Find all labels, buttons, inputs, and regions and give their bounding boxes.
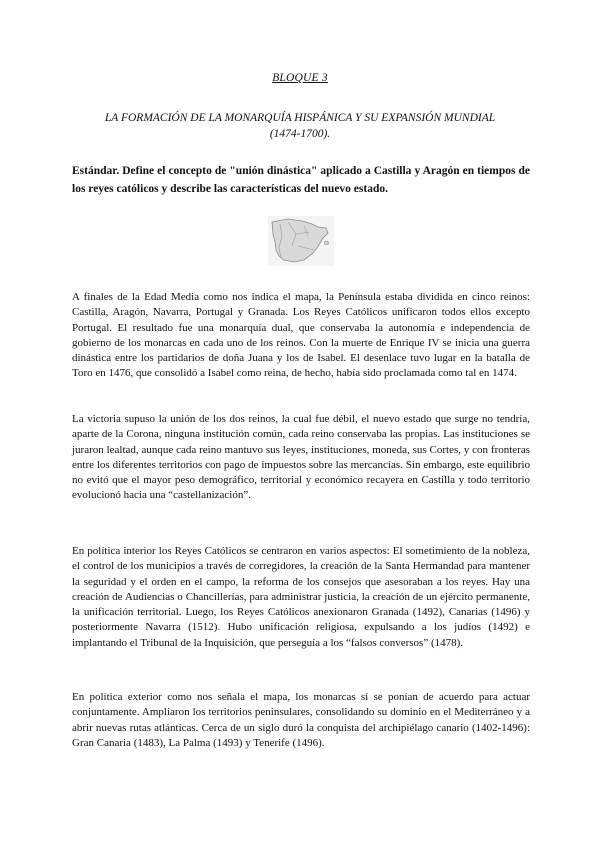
document-title (70, 110, 530, 142)
standard-statement: Estándar. Define el concepto de "unión dinástica" aplicado a Castilla y Aragón en tiempos de los reyes católicos y describe las características del nuevo estado. (72, 165, 530, 195)
title-line-1: LA FORMACIÓN DE LA MONARQUÍA HISPÁNICA Y SU EXPANSIÓN MUNDIAL (104, 112, 496, 124)
paragraph-union-kingdoms: La victoria supuso la unión de los dos reinos, la cual fue débil, el nuevo estado que surge no tendría, aparte de la Corona, ninguna institución común, cada reino conservaba las propias. Las instituciones se juraron lealtad, aunque cada reino mantuvo sus leyes, instituciones, moneda, sus Cortes, y con fronteras entre los diferentes territorios con pago de impuestos sobre las mercancías. Sin embargo, este equilibrio no evitó que el mayor peso demográfico, territorial y económico recayera en Castilla y todo territorio evolucionó hacia una “castellanización”. (72, 413, 530, 502)
paragraph-foreign-policy: En política exterior como nos señala el mapa, los monarcas sí se ponían de acuerdo para actuar conjuntamente. Ampliaron los territorios peninsulares, consolidando su dominio en el Mediterráneo y a abrir nuevas rutas atlánticas. Cerca de un siglo duró la conquista del archipiélago canario (1402-1496): Gran Canaria (1483), La Palma (1493) y Tenerife (1496). (72, 691, 530, 749)
paragraph-internal-policy: En política interior los Reyes Católicos se centraron en varios aspectos: El sometimiento de la nobleza, el control de los municipios a través de corregidores, la creación de la Santa Hermandad para mantener la seguridad y el orden en el campo, la reforma de los consejos que asesoraban a los reyes. Hay una creación de Audiencias o Chancillerías, para administrar justicia, la creación de un ejército permanente, la unificación territorial. Luego, los Reyes Católicos anexionaron Granada (1492), Canarias (1496) y posteriormente Navarra (1512). Hubo unificación religiosa, expulsando a los judíos (1492) e implantando el Tribunal de la Inquisición, que perseguía a los “falsos conversos” (1478). (72, 545, 530, 649)
map-balearic (324, 241, 329, 245)
block-heading: BLOQUE 3 (272, 72, 328, 84)
title-line-2: (1474-1700). (269, 128, 331, 140)
iberian-peninsula-map-icon (268, 216, 334, 266)
paragraph-peninsula-kingdoms: A finales de la Edad Media como nos indica el mapa, la Península estaba dividida en cinco reinos: Castilla, Aragón, Navarra, Portugal y Granada. Los Reyes Católicos unificaron todos ellos excepto Portugal. El resultado fue una monarquía dual, que conservaba la autonomía e independencia de gobierno de los monarcas en cada uno de los reinos. Con la muerte de Enrique IV se inicia una guerra dinástica entre los partidarios de doña Juana y los de Isabel. El desenlace tuvo lugar en la batalla de Toro en 1476, que consolidó a Isabel como reina, de hecho, había sido proclamada como tal en 1474. (72, 291, 530, 380)
